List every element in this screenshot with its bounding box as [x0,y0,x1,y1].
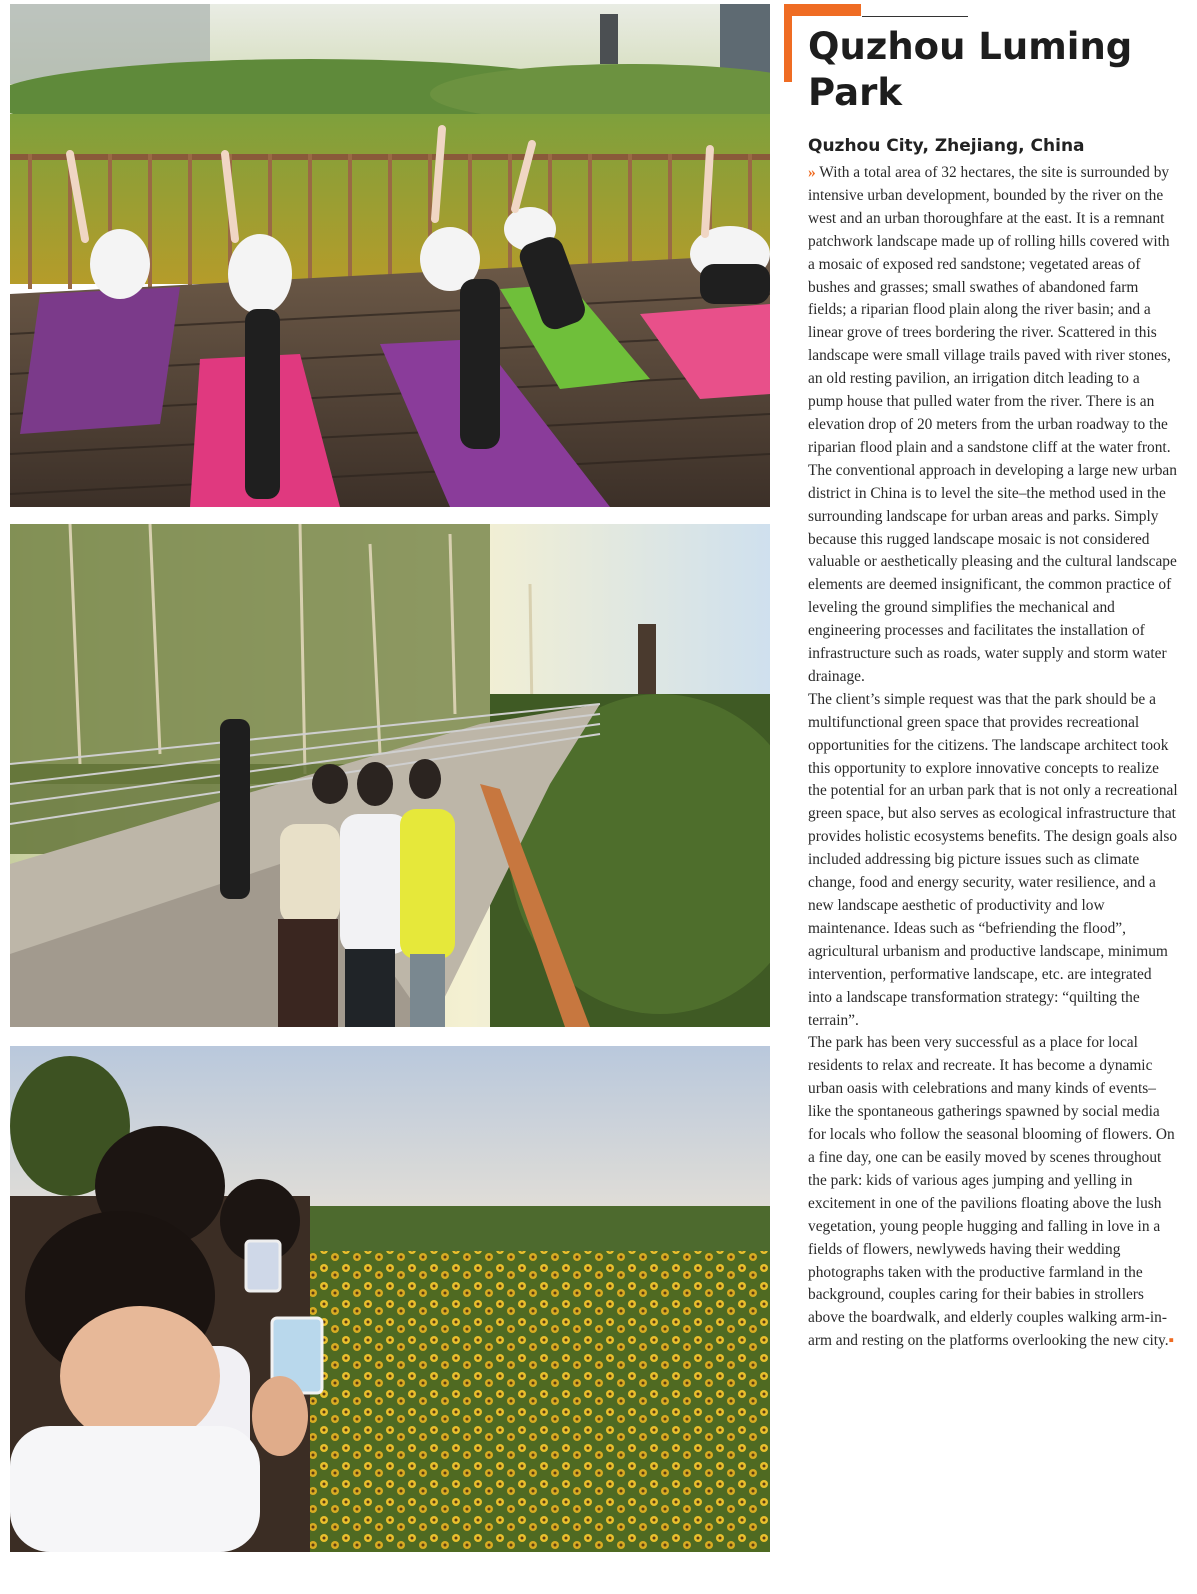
article-body [808,162,1178,1353]
photo-sunflower-field [10,1046,770,1552]
accent-rule [862,16,968,17]
yoga-photo-image [10,4,770,507]
paragraph-2: The client’s simple request was that the park should be a multifunctional green space that provides recreational opportunities for the citizens. The landscape architect took this opportunity to explore innovative concepts to realize the potential for an urban park that is not only a recreational green space, but also serves as ecological infrastructure that provides holistic ecosystems benefits. The design goals also included addressing big picture issues such as climate change, food and energy security, water resilience, and a new landscape aesthetic of productivity and low maintenance. Ideas such as “befriending the flood”, agricultural urbanism and productive landscape, minimum intervention, performative landscape, etc. are integrated into a landscape transformation strategy: “quilting the terrain”. [808,690,1178,1029]
title-line-2: Park [808,71,902,114]
paragraph-3: The park has been very successful as a place for local residents to relax and recreate. It has become a dynamic urban oasis with celebrations and many kinds of events–like the spontaneous gatherings spawned by social media for locals who follow the seasonal blooming of flowers. On a fine day, one can be easily moved by scenes throughout the park: kids of various ages jumping and yelling in excitement in one of the pavilions floating above the lush vegetation, young people hugging and falling in love in a fields of flowers, newlyweds having their wedding photographs taken with the productive farmland in the background, couples caring for their babies in strollers above the boardwalk, and elderly couples walking arm-in-arm and resting on the platforms overlooking the new city. [808,1034,1175,1350]
walkway-photo-image [10,524,770,1027]
article-location: Quzhou City, Zhejiang, China [808,136,1085,156]
paragraph-1: With a total area of 32 hectares, the site is surrounded by intensive urban development, bounded by the river on the west and an urban thoroughfare at the east. It is a remnant patchwork landscape made up of rolling hills covered with a mosaic of exposed red sandstone; vegetated areas of bushes and grasses; small swathes of abandoned farm fields; a riparian flood plain along the river basin; and a linear grove of trees bordering the river. Scattered in this landscape were small village trails paved with river stones, an old resting pavilion, an irrigation ditch leading to a pump house that pulled water from the river. There is an elevation drop of 20 meters from the urban roadway to the riparian flood plain and a sandstone cliff at the water front. The conventional approach in developing a large new urban district in China is to level the site–the method used in the surrounding landscape for urban areas and parks. Simply because this rugged landscape mosaic is not considered valuable or aesthetically pleasing and the cultural landscape elements are deemed insignificant, the common practice of leveling the ground simplifies the mechanical and engineering processes and facilitates the installation of infrastructure such as roads, water supply and storm water drainage. [808,164,1177,685]
end-marker: ▪ [1168,1332,1175,1350]
article-title [808,24,1178,116]
lead-marker: » [808,164,816,181]
title-line-1: Quzhou Luming [808,25,1133,68]
photo-elevated-walkway [10,524,770,1027]
photo-yoga-deck [10,4,770,507]
article-column [808,24,1178,1353]
sunflower-photo-image [10,1046,770,1552]
